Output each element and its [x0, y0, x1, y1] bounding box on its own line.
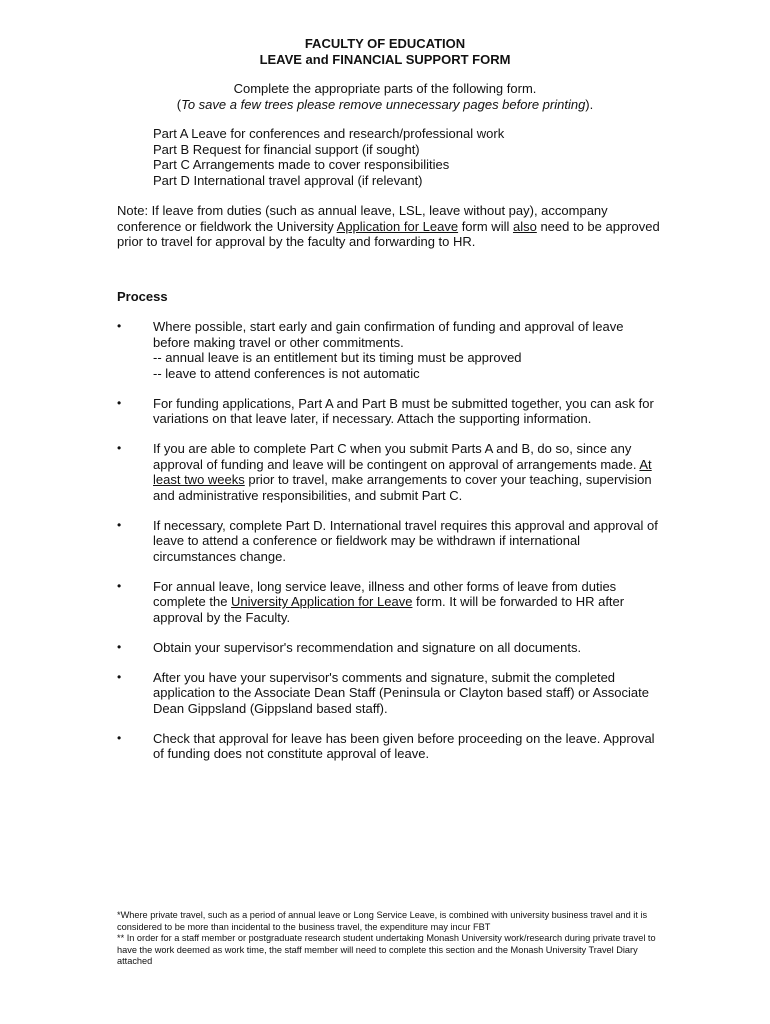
university-application-for-leave-link[interactable]: University Application for Leave: [231, 594, 413, 609]
list-item: • If you are able to complete Part C when you submit Parts A and B, do so, since any approval of funding and leave will be contingent on approval of arrangements made. At least two weeks prior to travel, make arrangements to cover your teaching, supervision and administrative responsibilities, and submit Part C.: [117, 441, 652, 503]
list-item: • For funding applications, Part A and Part B must be submitted together, you can ask for variations on that leave later, if necessary. Attach the supporting information.: [117, 395, 654, 426]
list-item: • Where possible, start early and gain confirmation of funding and approval of leave before making travel or other commitments. -- annual leave is an entitlement but its timing must be approved -- leave to attend conferences is not automatic: [117, 319, 624, 381]
part-d-item: Part D International travel approval (if relevant): [153, 172, 423, 188]
process-list: [117, 319, 662, 776]
list-item: • If necessary, complete Part D. International travel requires this approval and approval of leave to attend a conference or fieldwork may be withdrawn if international circumstances change.: [117, 517, 658, 564]
bullet-icon: •: [117, 730, 122, 745]
bullet-icon: •: [117, 517, 122, 532]
intro-note: (To save a few trees please remove unnecessary pages before printing).: [176, 97, 594, 112]
part-b-item: Part B Request for financial support (if sought): [153, 141, 420, 157]
process-heading: Process: [117, 289, 168, 304]
faculty-title: FACULTY OF EDUCATION: [304, 36, 466, 51]
parts-list: [153, 126, 504, 188]
form-title: LEAVE and FINANCIAL SUPPORT FORM: [259, 52, 511, 67]
bullet-icon: •: [117, 441, 122, 455]
footnote-work-time: ** In order for a staff member or postgraduate research student undertaking Monash University work/research during private travel to have the work deemed as work time, the staff member will need to complete this section and the Monash University Travel Diary attached: [117, 933, 656, 966]
list-item: • Check that approval for leave has been given before proceeding on the leave. Approval of funding does not constitute approval of leave.: [117, 730, 655, 761]
footnotes: [117, 910, 657, 968]
bullet-icon: •: [117, 669, 122, 684]
bullet-icon: •: [117, 395, 122, 410]
list-item: • Obtain your supervisor's recommendation and signature on all documents.: [117, 639, 582, 655]
list-item: • For annual leave, long service leave, illness and other forms of leave from duties complete the University Application for Leave form. It will be forwarded to HR after approval by the Faculty.: [117, 578, 625, 625]
footnote-private-travel: *Where private travel, such as a period of annual leave or Long Service Leave, is combined with university business travel and it is considered to be more than incidental to the business travel, the expenditure may incur FBT: [117, 910, 648, 932]
bullet-icon: •: [117, 319, 122, 333]
application-for-leave-link[interactable]: Application for Leave: [336, 218, 459, 234]
bullet-icon: •: [117, 639, 122, 654]
list-item: • After you have your supervisor's comments and signature, submit the completed application to the Associate Dean Staff (Peninsula or Clayton based staff) or Associate Dean Gippsland (Gippsland based staff).: [117, 669, 649, 716]
leave-note: Note: If leave from duties (such as annual leave, LSL, leave without pay), accompany conference or fieldwork the University Application for Leave form will also need to be approved prior to travel for approval by the faculty and forwarding to HR.: [117, 203, 660, 249]
part-a-item: Part A Leave for conferences and research/professional work: [153, 126, 505, 141]
intro-instruction: Complete the appropriate parts of the following form.: [233, 81, 537, 96]
bullet-icon: •: [117, 578, 122, 593]
part-c-item: Part C Arrangements made to cover responsibilities: [153, 157, 450, 172]
